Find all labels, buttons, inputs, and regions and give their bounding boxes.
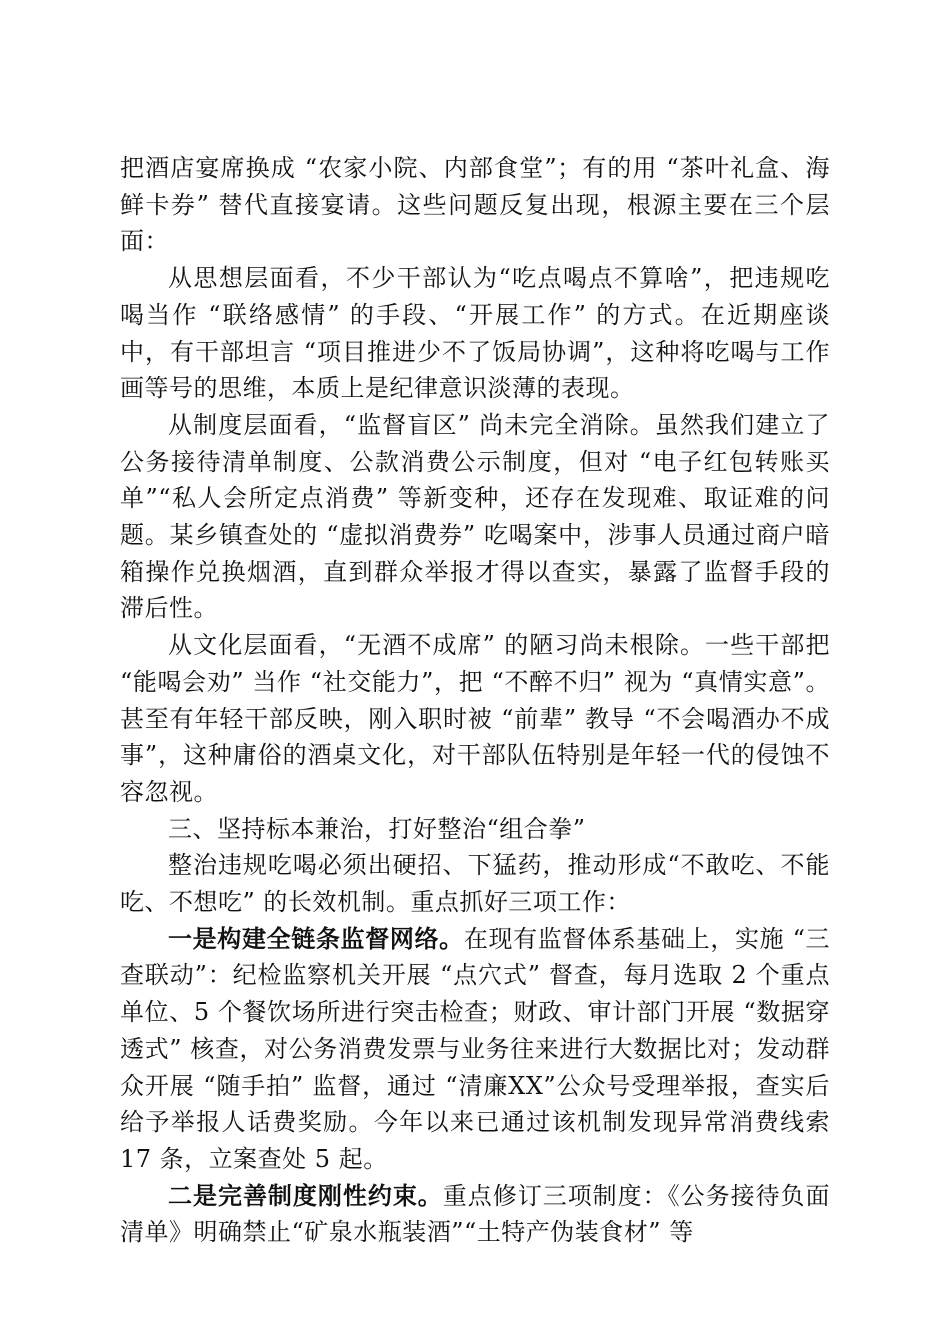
measure-two-lead: 二是完善制度刚性约束。: [168, 1180, 443, 1210]
paragraph-culture: 从文化层面看，“无酒不成席” 的陋习尚未根除。一些干部把 “能喝会劝” 当作 “社交能力”，把 “不醉不归” 视为 “真情实意”。甚至有年轻干部反映，刚入职时被 “前辈” 教导 “不会喝酒办不成事”，这种庸俗的酒桌文化，对干部队伍特别是年轻一代的侵蚀不容忽视。: [120, 631, 830, 806]
measure-two-text: 重点修订三项制度：《公务接待负面清单》明确禁止“矿泉水瓶装酒”“土特产伪装食材” 等: [120, 1181, 831, 1247]
document-page: [120, 150, 830, 1251]
paragraph-intro-measures: 整治违规吃喝必须出硬招、下猛药，推动形成“不敢吃、不能吃、不想吃” 的长效机制。重点抓好三项工作：: [120, 851, 830, 917]
paragraph-continuation: 把酒店宴席换成 “农家小院、内部食堂”；有的用 “茶叶礼盒、海鲜卡券” 替代直接宴请。这些问题反复出现，根源主要在三个层面：: [120, 154, 830, 256]
paragraph-ideology: 从思想层面看，不少干部认为“吃点喝点不算啥”，把违规吃喝当作 “联络感情” 的手段、“开展工作” 的方式。在近期座谈中，有干部坦言 “项目推进少不了饭局协调”，这种将吃喝与工作画等号的思维，本质上是纪律意识淡薄的表现。: [120, 264, 830, 403]
paragraph-system: 从制度层面看，“监督盲区” 尚未完全消除。虽然我们建立了公务接待清单制度、公款消费公示制度，但对 “电子红包转账买单”“私人会所定点消费” 等新变种，还存在发现难、取证难的问题。某乡镇查处的 “虚拟消费券” 吃喝案中，涉事人员通过商户暗箱操作兑换烟酒，直到群众举报才得以查实，暴露了监督手段的滞后性。: [120, 410, 830, 623]
paragraph-measure-two: [120, 1178, 830, 1251]
paragraph-measure-one: [120, 921, 830, 1178]
measure-one-lead: 一是构建全链条监督网络。: [168, 923, 464, 953]
measure-one-text: 在现有监督体系基础上，实施 “三查联动”：纪检监察机关开展 “点穴式” 督查，每月选取 2 个重点单位、5 个餐饮场所进行突击检查；财政、审计部门开展 “数据穿透式” 核查，对公务消费发票与业务往来进行大数据比对；发动群众开展 “随手拍” 监督，通过 “清廉XX”公众号受理举报，查实后给予举报人话费奖励。今年以来已通过该机制发现异常消费线索 17 条，立案查处 5 起。: [120, 924, 830, 1173]
section-heading-three: 三、坚持标本兼治，打好整治“组合拳”: [168, 814, 586, 843]
